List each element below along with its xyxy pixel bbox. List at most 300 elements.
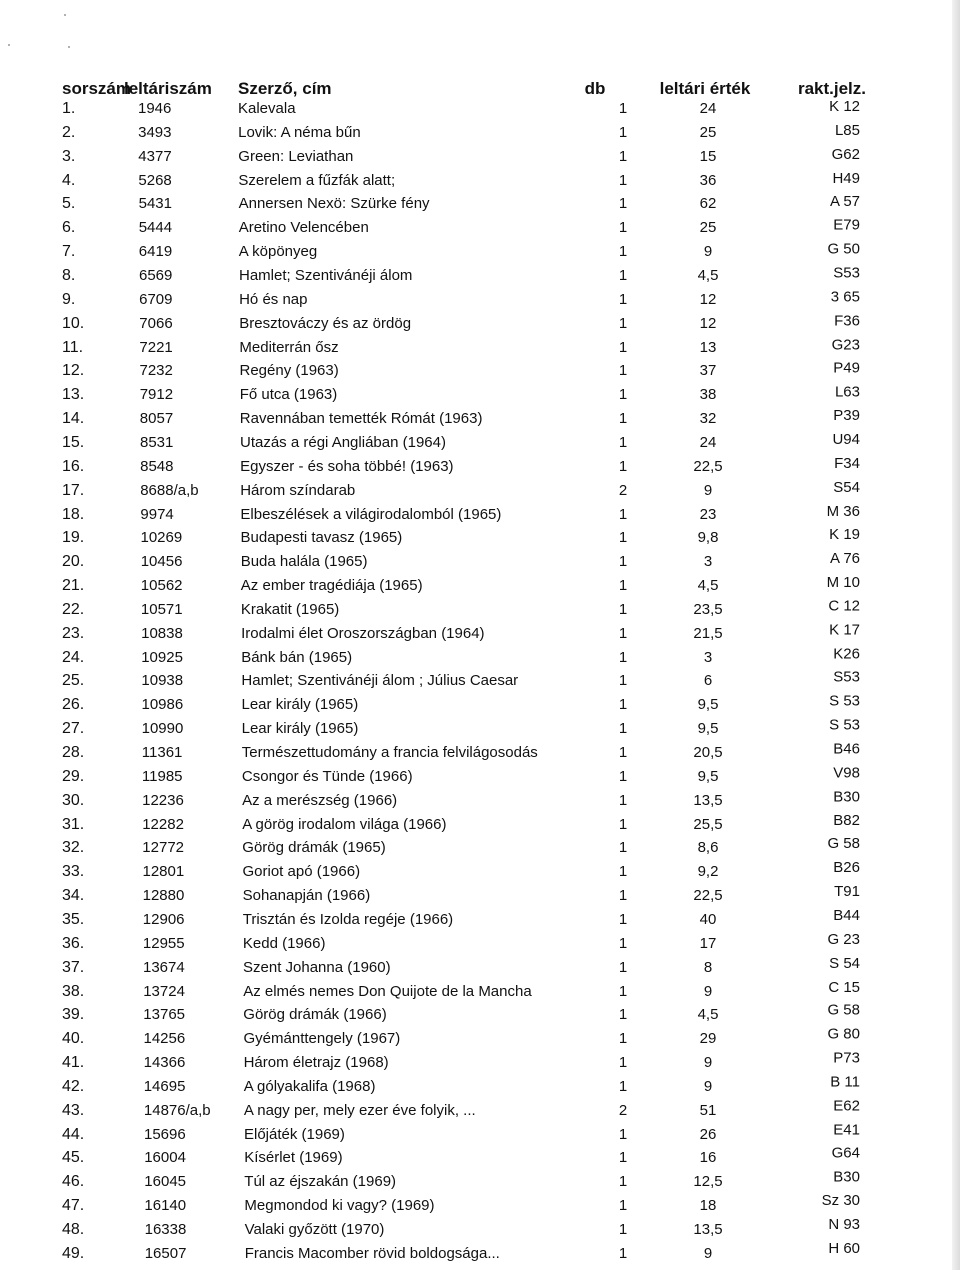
inventory-number-cell: 4377 <box>138 147 172 165</box>
author-title-cell: Gyémánttengely (1967) <box>243 1030 401 1048</box>
row-number-cell: 38. <box>62 982 85 1000</box>
shelf-mark-cell: S 54 <box>829 954 860 972</box>
inventory-value-cell: 6 <box>703 672 713 690</box>
inventory-number-cell: 9974 <box>140 505 174 523</box>
table-row <box>0 146 960 170</box>
author-title-cell: Elbeszélések a világirodalomból (1965) <box>240 505 502 523</box>
shelf-mark-cell: B 11 <box>830 1073 860 1091</box>
inventory-number-cell: 8548 <box>140 457 174 475</box>
table-row <box>0 217 960 241</box>
inventory-number-cell: 15696 <box>144 1125 186 1143</box>
quantity-cell: 1 <box>618 1006 628 1024</box>
inventory-number-cell: 12282 <box>142 815 184 833</box>
author-title-cell: Kalevala <box>238 100 296 117</box>
quantity-cell: 1 <box>618 982 628 1000</box>
row-number-cell: 6. <box>62 219 76 237</box>
inventory-value-cell: 23,5 <box>693 600 723 618</box>
author-title-cell: Budapesti tavasz (1965) <box>240 529 403 547</box>
table-row <box>0 122 960 146</box>
inventory-value-cell: 9 <box>703 982 713 1000</box>
scan-speck <box>64 14 66 16</box>
inventory-value-cell: 12 <box>699 314 717 332</box>
row-number-cell: 28. <box>62 744 85 761</box>
quantity-cell: 1 <box>618 386 628 404</box>
shelf-mark-cell: E41 <box>833 1120 860 1138</box>
inventory-number-cell: 6419 <box>138 243 173 261</box>
row-number-cell: 24. <box>62 648 85 666</box>
inventory-number-cell: 3493 <box>138 123 172 141</box>
author-title-cell: Bánk bán (1965) <box>241 648 353 666</box>
shelf-mark-cell: G 80 <box>827 1025 860 1043</box>
inventory-number-cell: 10571 <box>140 600 183 618</box>
shelf-mark-cell: B30 <box>833 787 860 805</box>
row-number-cell: 33. <box>62 863 85 881</box>
inventory-number-cell: 12772 <box>142 839 185 857</box>
inventory-value-cell: 15 <box>699 147 717 165</box>
row-number-cell: 36. <box>62 934 85 952</box>
inventory-value-cell: 9,5 <box>697 696 719 714</box>
quantity-cell: 1 <box>618 147 628 165</box>
row-number-cell: 2. <box>62 123 76 141</box>
shelf-mark-cell: F34 <box>834 454 860 472</box>
inventory-number-cell: 10986 <box>141 696 184 714</box>
author-title-cell: Trisztán és Izolda regéje (1966) <box>242 910 454 928</box>
author-title-cell: Egyszer - és soha többé! (1963) <box>240 457 454 475</box>
shelf-mark-cell: P39 <box>833 407 860 425</box>
inventory-value-cell: 40 <box>699 910 717 928</box>
row-number-cell: 13. <box>62 386 85 404</box>
quantity-cell: 1 <box>618 243 628 261</box>
shelf-mark-cell: S53 <box>833 264 860 282</box>
inventory-number-cell: 12955 <box>142 934 185 952</box>
quantity-cell: 1 <box>618 577 628 594</box>
quantity-cell: 1 <box>618 1221 628 1238</box>
shelf-mark-cell: B26 <box>833 859 860 877</box>
inventory-number-cell: 13674 <box>143 958 185 976</box>
inventory-number-cell: 16004 <box>144 1149 186 1167</box>
quantity-cell: 1 <box>618 696 628 714</box>
author-title-cell: Három színdarab <box>240 481 356 499</box>
inventory-value-cell: 9 <box>703 1244 713 1262</box>
shelf-mark-cell: S53 <box>833 668 860 686</box>
inventory-value-cell: 62 <box>699 195 717 213</box>
row-number-cell: 1. <box>62 100 76 117</box>
quantity-cell: 1 <box>618 863 628 881</box>
row-number-cell: 12. <box>62 362 85 380</box>
row-number-cell: 39. <box>62 1006 85 1024</box>
row-number-cell: 23. <box>62 624 85 642</box>
author-title-cell: Francis Macomber rövid boldogsága... <box>244 1244 500 1262</box>
table-row <box>0 1239 960 1267</box>
inventory-value-cell: 9,8 <box>697 529 719 547</box>
inventory-value-cell: 16 <box>699 1149 717 1167</box>
inventory-number-cell: 10838 <box>141 624 183 642</box>
inventory-number-cell: 6569 <box>139 267 173 284</box>
shelf-mark-cell: K26 <box>833 645 860 663</box>
inventory-number-cell: 12906 <box>142 910 185 928</box>
inventory-value-cell: 23 <box>699 505 717 523</box>
author-title-cell: Mediterrán ősz <box>239 338 339 356</box>
quantity-cell: 1 <box>618 410 628 428</box>
shelf-mark-cell: M 36 <box>826 502 860 520</box>
inventory-number-cell: 12801 <box>142 863 185 881</box>
author-title-cell: A köpönyeg <box>238 243 318 261</box>
quantity-cell: 1 <box>618 1077 628 1095</box>
inventory-value-cell: 25 <box>699 123 717 141</box>
row-number-cell: 48. <box>62 1221 85 1238</box>
row-number-cell: 17. <box>62 481 85 499</box>
inventory-number-cell: 12236 <box>142 791 184 809</box>
inventory-value-cell: 36 <box>699 171 717 189</box>
author-title-cell: Ravennában temették Rómát (1963) <box>239 410 483 428</box>
quantity-cell: 1 <box>618 672 628 690</box>
inventory-number-cell: 16140 <box>144 1197 187 1215</box>
inventory-value-cell: 21,5 <box>693 624 723 642</box>
row-number-cell: 8. <box>62 267 76 284</box>
quantity-cell: 1 <box>618 362 628 380</box>
author-title-cell: Goriot apó (1966) <box>242 863 361 881</box>
author-title-cell: Krakatit (1965) <box>240 600 340 618</box>
quantity-cell: 1 <box>618 433 628 451</box>
author-title-cell: Annersen Nexö: Szürke fény <box>238 195 430 213</box>
inventory-value-cell: 17 <box>699 934 717 952</box>
inventory-number-cell: 7232 <box>139 362 173 380</box>
author-title-cell: Természettudomány a francia felvilágosodás <box>241 744 538 761</box>
inventory-value-cell: 9,2 <box>697 863 719 881</box>
table-row <box>0 241 960 265</box>
shelf-mark-cell: C 12 <box>828 597 860 615</box>
quantity-cell: 1 <box>618 1054 628 1071</box>
row-number-cell: 44. <box>62 1125 85 1143</box>
inventory-value-cell: 24 <box>699 433 717 451</box>
quantity-cell: 1 <box>618 958 628 976</box>
quantity-cell: 2 <box>618 1101 628 1119</box>
row-number-cell: 41. <box>62 1054 85 1071</box>
inventory-value-cell: 22,5 <box>693 457 723 475</box>
inventory-number-cell: 12880 <box>142 887 185 905</box>
row-number-cell: 21. <box>62 577 85 594</box>
inventory-number-cell: 10938 <box>141 672 184 690</box>
quantity-cell: 1 <box>618 720 628 738</box>
inventory-value-cell: 9 <box>703 243 713 261</box>
header-szerzo-cim: Szerző, cím <box>238 79 332 98</box>
author-title-cell: Hamlet; Szentivánéji álom <box>239 267 413 284</box>
row-number-cell: 26. <box>62 696 85 714</box>
row-number-cell: 10. <box>62 314 85 332</box>
row-number-cell: 5. <box>62 195 76 213</box>
inventory-value-cell: 29 <box>699 1030 717 1048</box>
shelf-mark-cell: K 17 <box>829 621 860 639</box>
shelf-mark-cell: L63 <box>834 383 860 401</box>
header-sorszam: sorszám <box>62 79 131 98</box>
inventory-number-cell: 11985 <box>141 767 183 785</box>
quantity-cell: 1 <box>618 767 628 785</box>
quantity-cell: 1 <box>618 553 628 571</box>
inventory-number-cell: 16045 <box>144 1173 187 1191</box>
quantity-cell: 1 <box>618 314 628 332</box>
author-title-cell: Irodalmi élet Oroszországban (1964) <box>241 624 485 642</box>
row-number-cell: 46. <box>62 1173 85 1191</box>
inventory-value-cell: 32 <box>699 410 717 428</box>
row-number-cell: 29. <box>62 767 85 785</box>
inventory-number-cell: 10269 <box>140 529 183 547</box>
author-title-cell: Bresztováczy és az ördög <box>239 314 412 332</box>
table-row <box>0 170 960 194</box>
quantity-cell: 1 <box>618 529 628 547</box>
inventory-value-cell: 4,5 <box>697 1006 719 1024</box>
author-title-cell: Az ember tragédiája (1965) <box>240 577 423 594</box>
author-title-cell: Az a merészség (1966) <box>242 791 398 809</box>
quantity-cell: 1 <box>618 1244 628 1262</box>
quantity-cell: 2 <box>618 481 628 499</box>
inventory-number-cell: 16338 <box>144 1221 187 1238</box>
inventory-number-cell: 10925 <box>141 648 183 666</box>
quantity-cell: 1 <box>618 1125 628 1143</box>
author-title-cell: Előjáték (1969) <box>244 1125 345 1143</box>
author-title-cell: Aretino Velencében <box>238 219 369 237</box>
quantity-cell: 1 <box>618 457 628 475</box>
author-title-cell: Megmondod ki vagy? (1969) <box>244 1197 435 1215</box>
row-number-cell: 40. <box>62 1030 85 1048</box>
inventory-value-cell: 9 <box>703 1054 713 1071</box>
row-number-cell: 43. <box>62 1101 85 1119</box>
inventory-number-cell: 10990 <box>141 720 184 738</box>
author-title-cell: Lear király (1965) <box>241 696 359 714</box>
inventory-value-cell: 9 <box>703 1077 713 1095</box>
row-number-cell: 34. <box>62 887 85 905</box>
author-title-cell: Kísérlet (1969) <box>244 1149 343 1167</box>
shelf-mark-cell: F36 <box>834 312 860 330</box>
shelf-mark-cell: C 15 <box>828 978 860 996</box>
shelf-mark-cell: N 93 <box>828 1216 860 1234</box>
quantity-cell: 1 <box>618 1149 628 1167</box>
quantity-cell: 1 <box>618 171 628 189</box>
shelf-mark-cell: A 76 <box>829 550 860 568</box>
row-number-cell: 14. <box>62 410 85 428</box>
row-number-cell: 11. <box>62 338 84 356</box>
shelf-mark-cell: G62 <box>831 145 860 163</box>
author-title-cell: Lear király (1965) <box>241 720 359 738</box>
shelf-mark-cell: P49 <box>833 359 860 377</box>
inventory-number-cell: 16507 <box>144 1244 187 1262</box>
author-title-cell: Regény (1963) <box>239 362 339 380</box>
inventory-value-cell: 22,5 <box>693 887 723 905</box>
header-leltariszam: leltáriszám <box>124 79 212 98</box>
inventory-value-cell: 8 <box>703 958 713 976</box>
inventory-number-cell: 8057 <box>139 410 174 428</box>
shelf-mark-cell: G 23 <box>827 930 860 948</box>
quantity-cell: 1 <box>618 887 628 905</box>
inventory-number-cell: 7221 <box>139 338 173 356</box>
inventory-value-cell: 3 <box>703 648 713 666</box>
shelf-mark-cell: V98 <box>833 764 860 782</box>
author-title-cell: Csongor és Tünde (1966) <box>241 767 413 785</box>
inventory-value-cell: 13,5 <box>693 791 723 809</box>
row-number-cell: 35. <box>62 910 85 928</box>
table-row <box>0 193 960 217</box>
inventory-value-cell: 51 <box>699 1101 717 1119</box>
author-title-cell: Hamlet; Szentivánéji álom ; Július Caesar <box>241 672 519 690</box>
quantity-cell: 1 <box>618 648 628 666</box>
shelf-mark-cell: A 57 <box>829 193 860 211</box>
shelf-mark-cell: G 58 <box>827 835 860 853</box>
shelf-mark-cell: G64 <box>831 1144 860 1162</box>
author-title-cell: Utazás a régi Angliában (1964) <box>240 433 446 451</box>
row-number-cell: 37. <box>62 958 85 976</box>
row-number-cell: 15. <box>62 433 85 451</box>
quantity-cell: 1 <box>618 624 628 642</box>
author-title-cell: Szerelem a fűzfák alatt; <box>238 171 396 189</box>
row-number-cell: 16. <box>62 457 85 475</box>
row-number-cell: 42. <box>62 1077 85 1095</box>
author-title-cell: Fő utca (1963) <box>239 386 338 404</box>
inventory-value-cell: 37 <box>699 362 717 380</box>
row-number-cell: 30. <box>62 791 85 809</box>
header-leltari-ertek: leltári érték <box>659 79 751 98</box>
inventory-number-cell: 5268 <box>138 171 172 189</box>
inventory-value-cell: 4,5 <box>697 267 719 284</box>
inventory-number-cell: 6709 <box>139 290 173 308</box>
inventory-value-cell: 24 <box>699 100 717 117</box>
author-title-cell: Az elmés nemes Don Quijote de la Mancha <box>243 982 532 1000</box>
shelf-mark-cell: E62 <box>833 1097 860 1115</box>
row-number-cell: 32. <box>62 839 85 857</box>
author-title-cell: A görög irodalom világa (1966) <box>242 815 447 833</box>
row-number-cell: 49. <box>62 1244 85 1262</box>
row-number-cell: 20. <box>62 553 85 571</box>
author-title-cell: Görög drámák (1965) <box>242 839 386 857</box>
inventory-number-cell: 5444 <box>138 219 173 237</box>
inventory-value-cell: 4,5 <box>697 577 719 594</box>
quantity-cell: 1 <box>618 195 628 213</box>
shelf-mark-cell: H 60 <box>828 1239 860 1257</box>
inventory-value-cell: 13 <box>699 338 717 356</box>
row-number-cell: 9. <box>62 290 76 308</box>
shelf-mark-cell: G 50 <box>827 240 860 258</box>
row-number-cell: 18. <box>62 505 85 523</box>
inventory-number-cell: 5431 <box>138 195 172 213</box>
shelf-mark-cell: S54 <box>833 478 860 496</box>
shelf-mark-cell: U94 <box>832 431 860 449</box>
quantity-cell: 1 <box>618 910 628 928</box>
inventory-number-cell: 13724 <box>143 982 185 1000</box>
shelf-mark-cell: S 53 <box>829 692 860 710</box>
author-title-cell: Görög drámák (1966) <box>243 1006 387 1024</box>
quantity-cell: 1 <box>618 815 628 833</box>
inventory-number-cell: 7912 <box>139 386 174 404</box>
author-title-cell: Túl az éjszakán (1969) <box>244 1173 397 1191</box>
author-title-cell: Három életrajz (1968) <box>243 1054 389 1071</box>
quantity-cell: 1 <box>618 338 628 356</box>
quantity-cell: 1 <box>618 791 628 809</box>
shelf-mark-cell: H49 <box>832 169 860 187</box>
quantity-cell: 1 <box>618 600 628 618</box>
author-title-cell: Buda halála (1965) <box>240 553 368 571</box>
inventory-number-cell: 14366 <box>143 1054 186 1071</box>
shelf-mark-cell: M 10 <box>826 573 860 591</box>
inventory-value-cell: 25 <box>699 219 717 237</box>
shelf-mark-cell: K 12 <box>829 98 860 115</box>
inventory-number-cell: 14695 <box>143 1077 186 1095</box>
row-number-cell: 45. <box>62 1149 85 1167</box>
header-rakt-jelz: rakt.jelz. <box>797 79 866 98</box>
inventory-number-cell: 13765 <box>143 1006 186 1024</box>
inventory-value-cell: 25,5 <box>693 815 723 833</box>
row-number-cell: 25. <box>62 672 85 690</box>
inventory-value-cell: 13,5 <box>693 1221 723 1238</box>
row-number-cell: 22. <box>62 600 85 618</box>
row-number-cell: 19. <box>62 529 85 547</box>
row-number-cell: 27. <box>62 720 85 738</box>
shelf-mark-cell: B30 <box>833 1168 860 1186</box>
author-title-cell: Sohanapján (1966) <box>242 887 371 905</box>
shelf-mark-cell: E79 <box>833 216 860 234</box>
author-title-cell: Hó és nap <box>239 290 308 308</box>
inventory-value-cell: 8,6 <box>697 839 719 857</box>
author-title-cell: Valaki győzött (1970) <box>244 1221 385 1238</box>
inventory-value-cell: 12,5 <box>693 1173 723 1191</box>
author-title-cell: Lovik: A néma bűn <box>238 123 361 141</box>
inventory-value-cell: 9 <box>703 481 713 499</box>
inventory-number-cell: 1946 <box>138 100 172 117</box>
row-number-cell: 3. <box>62 147 76 165</box>
quantity-cell: 1 <box>618 839 628 857</box>
author-title-cell: A gólyakalifa (1968) <box>243 1077 376 1095</box>
inventory-value-cell: 26 <box>699 1125 717 1143</box>
inventory-value-cell: 9,5 <box>697 720 719 738</box>
author-title-cell: Kedd (1966) <box>242 934 326 952</box>
table-row <box>0 98 960 122</box>
shelf-mark-cell: B82 <box>833 811 860 829</box>
shelf-mark-cell: K 19 <box>829 526 860 544</box>
row-number-cell: 31. <box>62 815 85 833</box>
shelf-mark-cell: Sz 30 <box>821 1192 860 1210</box>
quantity-cell: 1 <box>618 1173 628 1191</box>
scan-speck <box>68 46 70 48</box>
row-number-cell: 7. <box>62 243 76 261</box>
shelf-mark-cell: G 58 <box>827 1001 860 1019</box>
shelf-mark-cell: B44 <box>833 906 860 924</box>
inventory-value-cell: 18 <box>699 1197 717 1215</box>
inventory-value-cell: 9,5 <box>697 767 719 785</box>
author-title-cell: Green: Leviathan <box>238 147 354 165</box>
inventory-number-cell: 10562 <box>140 577 183 594</box>
author-title-cell: A nagy per, mely ezer éve folyik, ... <box>243 1101 476 1119</box>
quantity-cell: 1 <box>618 1030 628 1048</box>
quantity-cell: 1 <box>618 290 628 308</box>
scan-speck <box>8 44 10 46</box>
inventory-value-cell: 3 <box>703 553 713 571</box>
inventory-number-cell: 14876/a,b <box>143 1101 211 1119</box>
inventory-number-cell: 14256 <box>143 1030 186 1048</box>
inventory-value-cell: 12 <box>699 290 717 308</box>
quantity-cell: 1 <box>618 267 628 284</box>
inventory-value-cell: 38 <box>699 386 717 404</box>
quantity-cell: 1 <box>618 744 628 761</box>
inventory-number-cell: 8531 <box>140 433 174 451</box>
row-number-cell: 4. <box>62 171 76 189</box>
quantity-cell: 1 <box>618 1197 628 1215</box>
shelf-mark-cell: 3 65 <box>830 288 860 306</box>
shelf-mark-cell: L85 <box>834 121 860 139</box>
row-number-cell: 47. <box>62 1197 85 1215</box>
quantity-cell: 1 <box>618 505 628 523</box>
quantity-cell: 1 <box>618 100 628 117</box>
shelf-mark-cell: T91 <box>834 883 860 901</box>
quantity-cell: 1 <box>618 123 628 141</box>
inventory-number-cell: 11361 <box>141 744 183 761</box>
shelf-mark-cell: G23 <box>831 335 860 353</box>
